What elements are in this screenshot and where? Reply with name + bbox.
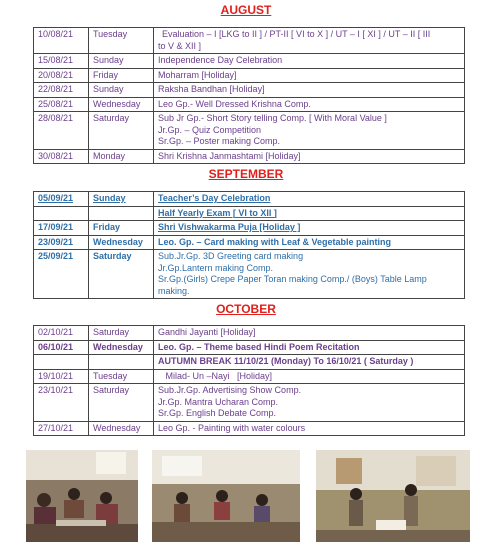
day-cell (89, 206, 154, 221)
day-cell: Wednesday (89, 235, 154, 250)
table-row (34, 112, 465, 150)
date-cell: 28/08/21 (34, 112, 89, 150)
date-cell: 17/09/21 (34, 221, 89, 236)
table-row (34, 235, 465, 250)
date-cell: 05/09/21 (34, 192, 89, 207)
august-table (33, 27, 465, 164)
date-cell: 23/10/21 (34, 384, 89, 422)
day-cell: Saturday (89, 384, 154, 422)
event-cell: Raksha Bandhan [Holiday] (154, 83, 465, 98)
event-cell: Moharram [Holiday] (154, 68, 465, 83)
event-cell: Milad- Un –Nayi [Holiday] (154, 369, 465, 384)
september-table (33, 191, 465, 299)
classroom-photo-2 (152, 450, 300, 542)
day-cell: Wednesday (89, 97, 154, 112)
classroom-photo-1 (26, 450, 138, 542)
table-row (34, 340, 465, 355)
table-row (34, 421, 465, 436)
table-row (34, 83, 465, 98)
day-cell: Saturday (89, 326, 154, 341)
date-cell (34, 206, 89, 221)
date-cell: 15/08/21 (34, 54, 89, 69)
table-row (34, 97, 465, 112)
day-cell: Sunday (89, 192, 154, 207)
date-cell: 10/08/21 (34, 28, 89, 54)
table-row (34, 54, 465, 69)
month-heading-august: AUGUST (220, 3, 272, 17)
day-cell: Sunday (89, 83, 154, 98)
date-cell: 22/08/21 (34, 83, 89, 98)
month-heading-september: SEPTEMBER (208, 167, 284, 181)
day-cell: Wednesday (89, 421, 154, 436)
event-cell: Leo Gp.- Well Dressed Krishna Comp. (154, 97, 465, 112)
date-cell: 25/08/21 (34, 97, 89, 112)
event-cell: Evaluation – I [LKG to II ] / PT-II [ VI to X ] / UT – I [ XI ] / UT – II [ III to V & XII ] (154, 28, 465, 54)
event-cell: Independence Day Celebration (154, 54, 465, 69)
event-cell: AUTUMN BREAK 11/10/21 (Monday) To 16/10/21 ( Saturday ) (154, 355, 465, 370)
event-cell: Sub.Jr.Gp. 3D Greeting card making Jr.Gp.Lantern making Comp. Sr.Gp.(Girls) Crepe Paper Toran making Comp./ (Boys) Table Lamp making. (154, 250, 465, 299)
date-cell: 02/10/21 (34, 326, 89, 341)
table-row (34, 326, 465, 341)
date-cell: 19/10/21 (34, 369, 89, 384)
table-row (34, 384, 465, 422)
event-cell: Leo. Gp. – Theme based Hindi Poem Recitation (154, 340, 465, 355)
table-row (34, 68, 465, 83)
table-row (34, 369, 465, 384)
date-cell: 30/08/21 (34, 149, 89, 164)
table-row (34, 221, 465, 236)
day-cell: Saturday (89, 250, 154, 299)
day-cell (89, 355, 154, 370)
event-cell: Teacher’s Day Celebration (154, 192, 465, 207)
event-cell: Shri Vishwakarma Puja [Holiday ] (154, 221, 465, 236)
day-cell: Friday (89, 68, 154, 83)
date-cell: 27/10/21 (34, 421, 89, 436)
event-cell: Half Yearly Exam [ VI to XII ] (154, 206, 465, 221)
day-cell: Monday (89, 149, 154, 164)
event-cell: Gandhi Jayanti [Holiday] (154, 326, 465, 341)
day-cell: Saturday (89, 112, 154, 150)
day-cell: Sunday (89, 54, 154, 69)
table-row (34, 28, 465, 54)
table-row (34, 355, 465, 370)
date-cell: 20/08/21 (34, 68, 89, 83)
date-cell: 25/09/21 (34, 250, 89, 299)
event-cell: Leo Gp. - Painting with water colours (154, 421, 465, 436)
october-table (33, 325, 465, 436)
date-cell: 23/09/21 (34, 235, 89, 250)
day-cell: Tuesday (89, 369, 154, 384)
event-cell: Leo. Gp. – Card making with Leaf & Vegetable painting (154, 235, 465, 250)
table-row (34, 206, 465, 221)
event-cell: Sub.Jr.Gp. Advertising Show Comp. Jr.Gp. Mantra Ucharan Comp. Sr.Gp. English Debate Comp. (154, 384, 465, 422)
month-heading-october: OCTOBER (216, 302, 276, 316)
classroom-photo-3 (316, 450, 470, 542)
table-row (34, 149, 465, 164)
table-row (34, 250, 465, 299)
date-cell (34, 355, 89, 370)
event-cell: Sub Jr Gp.- Short Story telling Comp. [ With Moral Value ] Jr.Gp. – Quiz Competition Sr.Gp. – Poster making Comp. (154, 112, 465, 150)
day-cell: Wednesday (89, 340, 154, 355)
day-cell: Friday (89, 221, 154, 236)
table-row (34, 192, 465, 207)
date-cell: 06/10/21 (34, 340, 89, 355)
event-cell: Shri Krishna Janmashtami [Holiday] (154, 149, 465, 164)
day-cell: Tuesday (89, 28, 154, 54)
